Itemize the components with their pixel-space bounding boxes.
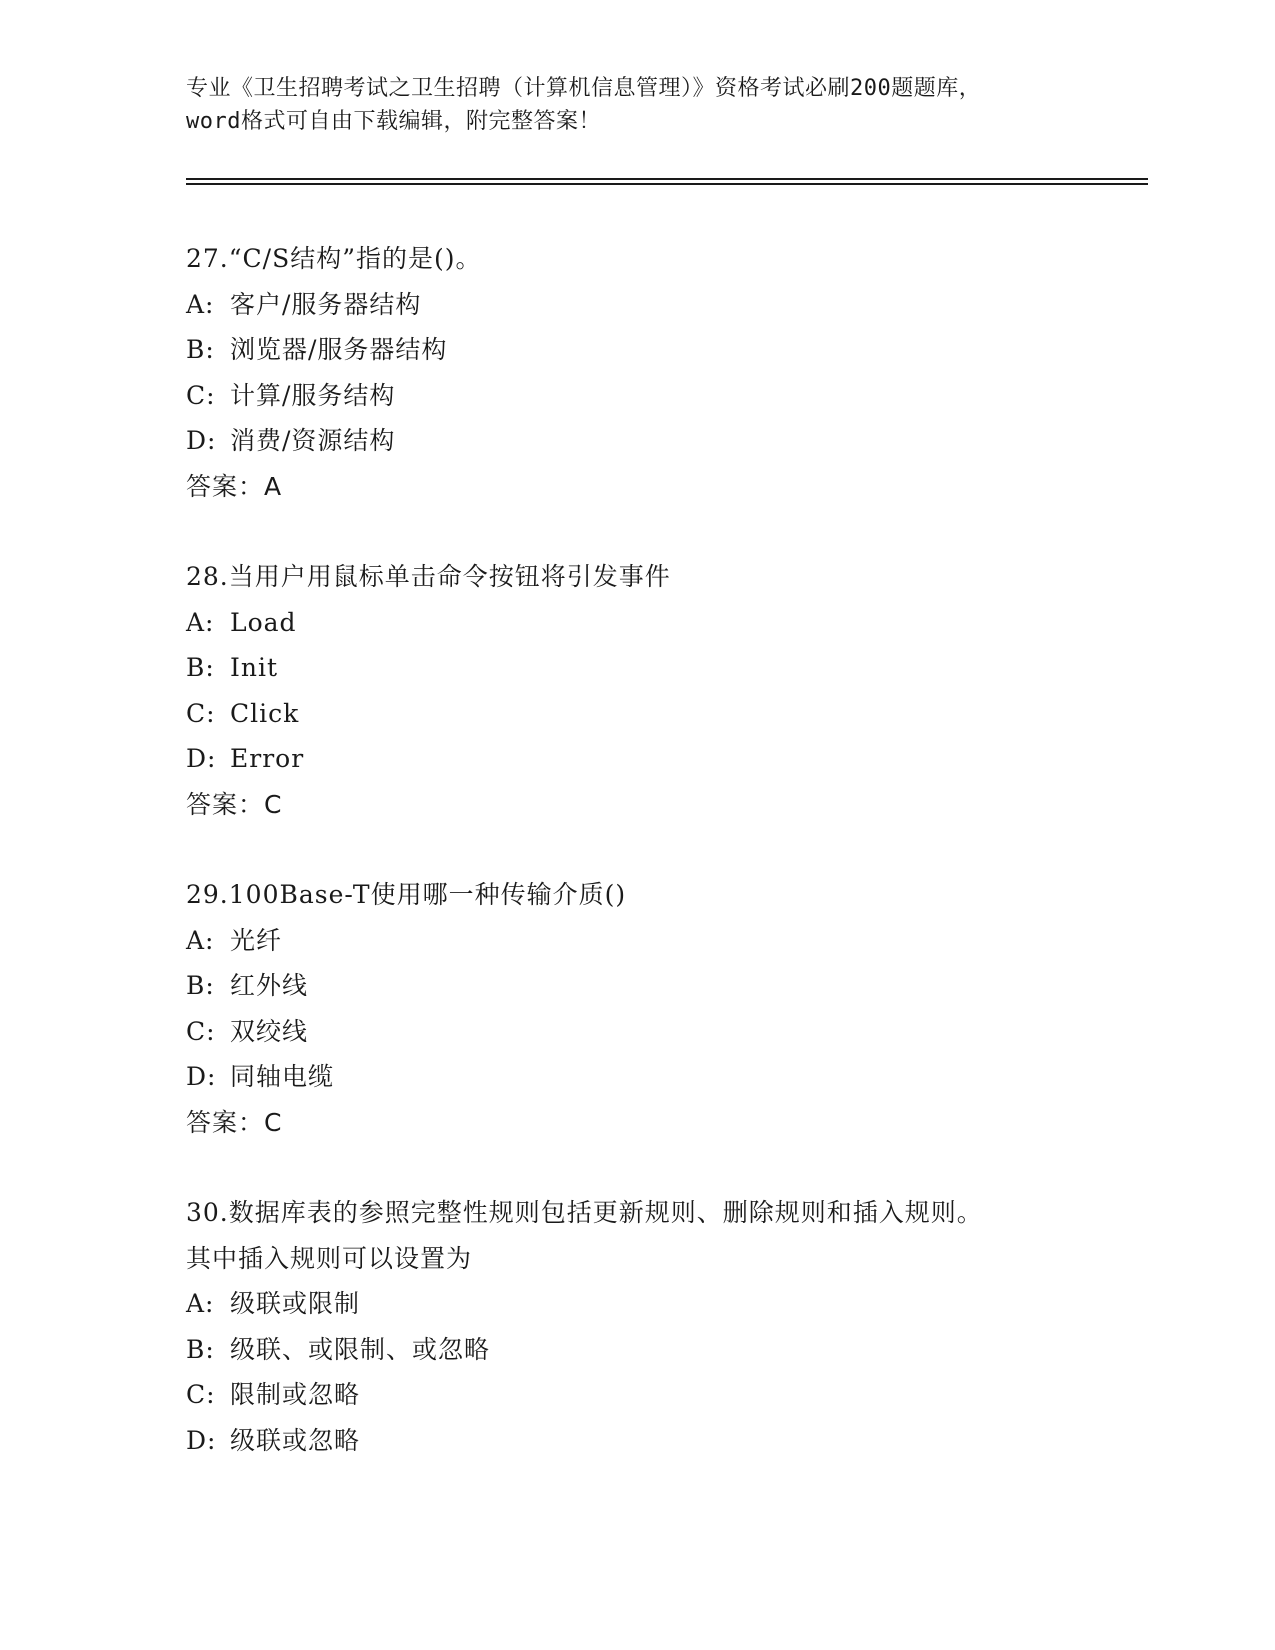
option-a bbox=[186, 600, 1086, 646]
option-text: Load bbox=[230, 607, 297, 637]
option-letter: D: bbox=[186, 426, 217, 455]
document-header bbox=[186, 72, 1086, 138]
option-text: 消费/资源结构 bbox=[230, 426, 396, 455]
option-text: 级联或忽略 bbox=[230, 1425, 361, 1455]
option-c bbox=[186, 1372, 1086, 1418]
option-c bbox=[186, 373, 1086, 419]
option-a bbox=[186, 282, 1086, 328]
option-text: 计算/服务结构 bbox=[230, 380, 396, 410]
option-letter: B: bbox=[186, 971, 215, 1000]
option-letter: A: bbox=[186, 925, 215, 955]
header-line-1: 专业《卫生招聘考试之卫生招聘（计算机信息管理）》资格考试必刷200题题库， bbox=[186, 76, 982, 101]
option-text: 限制或忽略 bbox=[230, 1380, 361, 1409]
option-text: Click bbox=[230, 698, 300, 728]
option-text: 光纤 bbox=[230, 925, 283, 955]
question-text: 28.当用户用鼠标单击命令按钮将引发事件 bbox=[186, 562, 671, 591]
option-b bbox=[186, 327, 1086, 373]
option-text: Error bbox=[230, 744, 305, 773]
option-text: 级联或限制 bbox=[230, 1289, 361, 1318]
question-text-line-2: 其中插入规则可以设置为 bbox=[186, 1243, 473, 1273]
option-d bbox=[186, 418, 1086, 464]
option-letter: D: bbox=[186, 1062, 217, 1091]
option-d bbox=[186, 1418, 1086, 1464]
answer: 答案：A bbox=[186, 471, 283, 501]
option-text: 浏览器/服务器结构 bbox=[230, 335, 448, 364]
question-27 bbox=[186, 236, 1086, 509]
option-letter: B: bbox=[186, 1334, 215, 1364]
header-line-2: word格式可自由下载编辑，附完整答案！ bbox=[186, 109, 601, 134]
option-letter: A: bbox=[186, 607, 215, 637]
question-text: 27.“C/S结构”指的是()。 bbox=[186, 244, 482, 273]
answer: 答案：C bbox=[186, 1107, 283, 1137]
header-divider-top bbox=[186, 178, 1148, 180]
option-letter: D: bbox=[186, 744, 217, 773]
option-letter: B: bbox=[186, 653, 215, 682]
option-b bbox=[186, 963, 1086, 1009]
question-28 bbox=[186, 554, 1086, 827]
option-text: Init bbox=[230, 653, 279, 682]
option-letter: C: bbox=[186, 698, 216, 728]
option-b bbox=[186, 1327, 1086, 1373]
option-c bbox=[186, 691, 1086, 737]
option-letter: C: bbox=[186, 1380, 216, 1409]
question-text-line-1: 30.数据库表的参照完整性规则包括更新规则、删除规则和插入规则。 bbox=[186, 1198, 983, 1227]
option-text: 红外线 bbox=[230, 971, 309, 1000]
question-list bbox=[186, 236, 1086, 1508]
option-letter: C: bbox=[186, 380, 216, 410]
option-d bbox=[186, 736, 1086, 782]
option-text: 客户/服务器结构 bbox=[230, 289, 422, 319]
option-a bbox=[186, 1281, 1086, 1327]
option-letter: D: bbox=[186, 1425, 217, 1455]
option-d bbox=[186, 1054, 1086, 1100]
option-text: 双绞线 bbox=[230, 1016, 309, 1046]
option-text: 同轴电缆 bbox=[230, 1062, 335, 1091]
question-30 bbox=[186, 1190, 1086, 1463]
option-letter: A: bbox=[186, 289, 215, 319]
option-c bbox=[186, 1009, 1086, 1055]
question-text: 29.100Base-T使用哪一种传输介质() bbox=[186, 880, 627, 909]
option-text: 级联、或限制、或忽略 bbox=[230, 1334, 491, 1364]
option-a bbox=[186, 918, 1086, 964]
option-b bbox=[186, 645, 1086, 691]
option-letter: B: bbox=[186, 335, 215, 364]
option-letter: A: bbox=[186, 1289, 215, 1318]
option-letter: C: bbox=[186, 1016, 216, 1046]
answer: 答案：C bbox=[186, 789, 283, 819]
question-29 bbox=[186, 872, 1086, 1145]
header-divider-bottom bbox=[186, 183, 1148, 185]
